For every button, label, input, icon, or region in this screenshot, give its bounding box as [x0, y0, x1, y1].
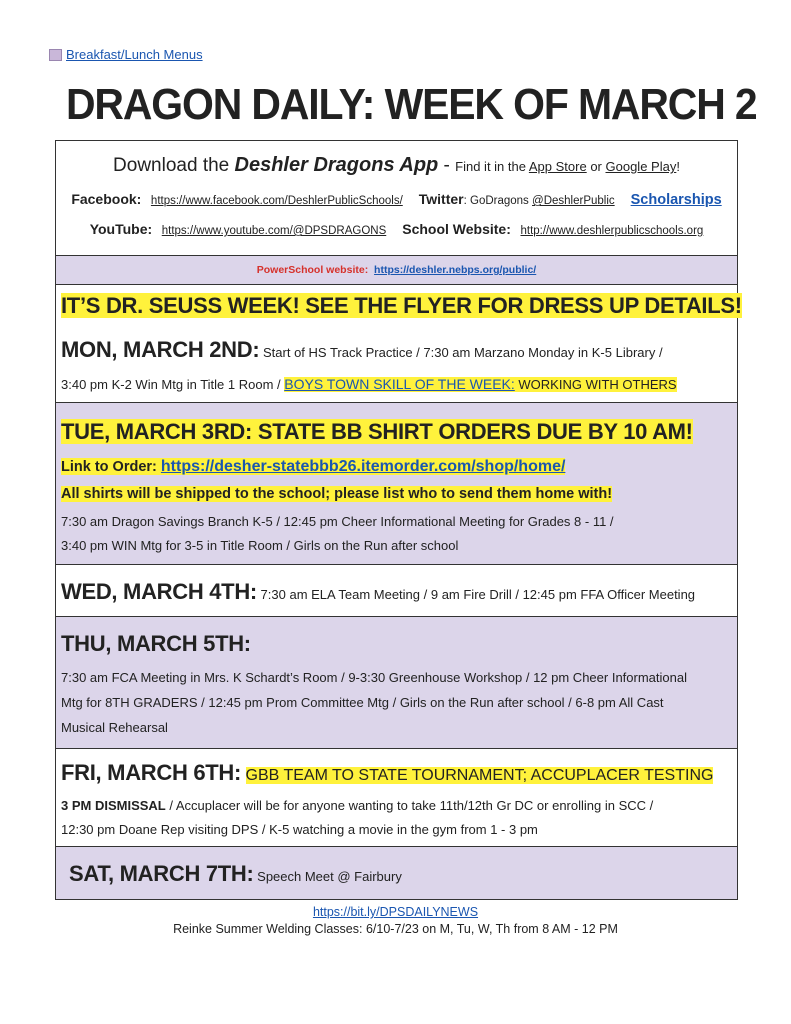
- friday-line-0: [61, 760, 713, 786]
- welding-classes-note: Reinke Summer Welding Classes: 6/10-7/23 on M, Tu, W, Th from 8 AM - 12 PM: [173, 922, 618, 936]
- daily-news-link-wrap: [0, 905, 791, 919]
- schedule-frame: [55, 140, 742, 900]
- social-line-2: YouTube: https://www.youtube.com/@DPSDRAGONS School Website: http://www.deshlerpublicschools.org: [89, 221, 704, 237]
- header-section: [56, 141, 737, 256]
- monday-section: [56, 285, 742, 403]
- dismissal-label: 3 PM DISMISSAL: [61, 798, 166, 813]
- thursday-day-label: THU, MARCH 5TH:: [61, 631, 251, 656]
- app-name: Deshler Dragons App: [234, 154, 439, 176]
- wednesday-day-label: WED, MARCH 4TH:: [61, 579, 257, 604]
- friday-line-2: 12:30 pm Doane Rep visiting DPS / K-5 watching a movie in the gym from 1 - 3 pm: [61, 822, 538, 837]
- dr-seuss-banner: IT’S DR. SEUSS WEEK! SEE THE FLYER FOR DRESS UP DETAILS!: [61, 293, 742, 318]
- gbb-state-banner: GBB TEAM TO STATE TOURNAMENT; ACCUPLACER TESTING: [245, 767, 714, 784]
- menu-icon: [49, 49, 62, 61]
- monday-line-2: 3:40 pm K-2 Win Mtg in Title 1 Room / BOYS TOWN SKILL OF THE WEEK: WORKING WITH OTHERS: [61, 376, 677, 392]
- youtube-link[interactable]: https://www.youtube.com/@DPSDRAGONS: [161, 225, 387, 237]
- social-line-1: Facebook: https://www.facebook.com/DeshlerPublicSchools/ Twitter: GoDragons @DeshlerPublic Scholarships: [71, 191, 722, 208]
- friday-day-label: FRI, MARCH 6TH:: [61, 760, 242, 785]
- saturday-day-label: SAT, MARCH 7TH:: [69, 861, 254, 886]
- monday-day-label: MON, MARCH 2ND:: [61, 337, 260, 362]
- thursday-section: [56, 617, 737, 749]
- breakfast-lunch-menus-label[interactable]: Breakfast/Lunch Menus: [66, 47, 203, 62]
- google-play-link[interactable]: Google Play: [605, 159, 677, 174]
- tuesday-section: [56, 403, 737, 565]
- facebook-label: Facebook:: [71, 191, 142, 207]
- breakfast-lunch-menus-link[interactable]: [49, 47, 203, 62]
- thursday-line-3: Musical Rehearsal: [61, 720, 168, 735]
- thursday-line-1: 7:30 am FCA Meeting in Mrs. K Schardt’s Room / 9-3:30 Greenhouse Workshop / 12 pm Cheer Informational: [61, 670, 687, 685]
- page-title: DRAGON DAILY: WEEK OF MARCH 2: [66, 80, 757, 129]
- powerschool-line: [56, 264, 737, 276]
- twitter-label: Twitter: [418, 191, 464, 207]
- tuesday-banner: TUE, MARCH 3RD: STATE BB SHIRT ORDERS DUE BY 10 AM!: [61, 419, 693, 444]
- shipping-line: All shirts will be shipped to the school; please list who to send them home with!: [61, 486, 613, 502]
- saturday-section: [56, 847, 737, 899]
- thursday-line-2: Mtg for 8TH GRADERS / 12:45 pm Prom Committee Mtg / Girls on the Run after school / 6-8 pm All Cast: [61, 695, 664, 710]
- order-label: Link to Order:: [61, 459, 161, 475]
- friday-line-1: 3 PM DISMISSAL / Accuplacer will be for anyone wanting to take 11th/12th Gr DC or enrolling in SCC /: [61, 798, 654, 813]
- school-website-label: School Website: [402, 221, 507, 237]
- friday-section: [56, 749, 737, 847]
- facebook-link[interactable]: https://www.facebook.com/DeshlerPublicSchools/: [150, 195, 403, 207]
- wednesday-line: WED, MARCH 4TH: 7:30 am ELA Team Meeting / 9 am Fire Drill / 12:45 pm FFA Officer Meeting: [61, 579, 696, 604]
- school-website-link[interactable]: http://www.deshlerpublicschools.org: [520, 225, 704, 237]
- daily-news-link[interactable]: https://bit.ly/DPSDAILYNEWS: [312, 905, 479, 919]
- app-store-link[interactable]: App Store: [528, 159, 587, 174]
- download-line: Download the Deshler Dragons App - Find it in the App Store or Google Play!: [113, 154, 680, 176]
- powerschool-label: PowerSchool website:: [256, 264, 369, 276]
- youtube-label: YouTube:: [89, 221, 153, 237]
- powerschool-link[interactable]: https://deshler.nebps.org/public/: [374, 264, 537, 276]
- boys-town-skill-link[interactable]: BOYS TOWN SKILL OF THE WEEK:: [284, 376, 515, 392]
- tuesday-line-1: 7:30 am Dragon Savings Branch K-5 / 12:45 pm Cheer Informational Meeting for Grades 8 - 11 /: [61, 514, 614, 529]
- monday-line-1: MON, MARCH 2ND: Start of HS Track Practice / 7:30 am Marzano Monday in K-5 Library /: [61, 337, 663, 362]
- shirt-order-link[interactable]: https://desher-statebbb26.itemorder.com/shop/home/: [160, 458, 566, 475]
- tuesday-line-2: 3:40 pm WIN Mtg for 3-5 in Title Room / Girls on the Run after school: [61, 538, 459, 553]
- powerschool-section: [56, 256, 737, 285]
- wednesday-section: [56, 565, 737, 617]
- scholarships-link[interactable]: Scholarships: [630, 192, 722, 208]
- saturday-line: SAT, MARCH 7TH: Speech Meet @ Fairbury: [69, 861, 402, 886]
- twitter-handle-link[interactable]: @DeshlerPublic: [532, 195, 615, 207]
- order-line: [61, 458, 565, 476]
